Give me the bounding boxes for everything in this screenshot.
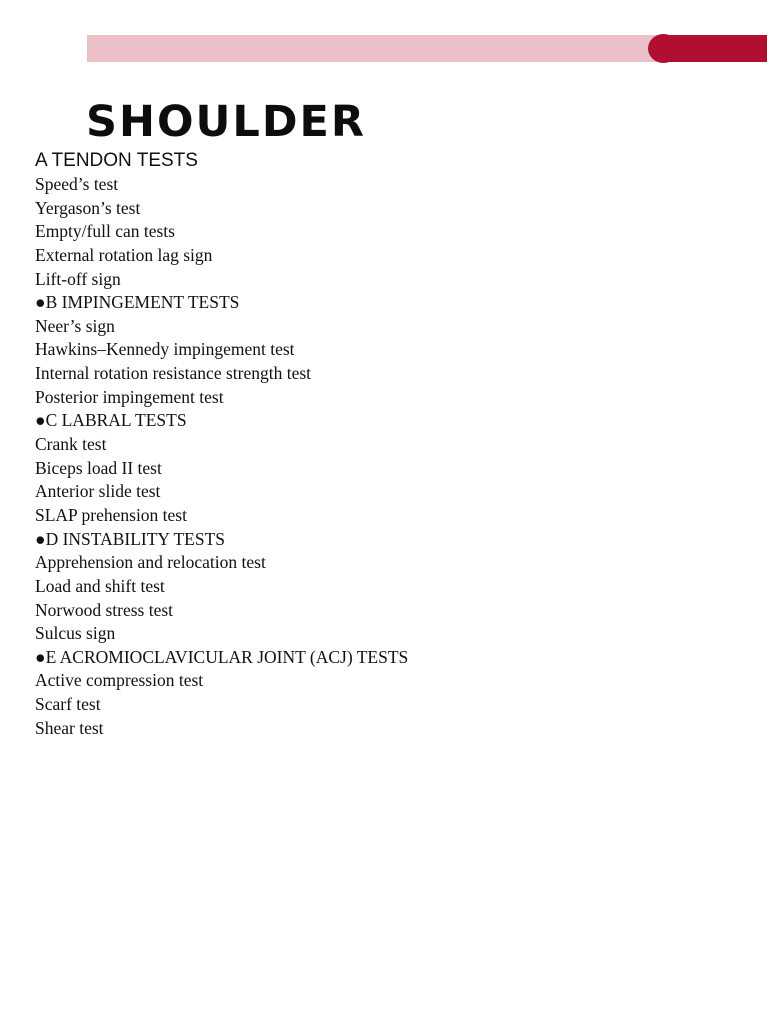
header-accent-bar [665, 35, 767, 62]
header-accent-dot [648, 34, 679, 63]
list-item: Yergason’s test [35, 197, 141, 218]
list-item: Anterior slide test [35, 481, 161, 502]
list-item: SLAP prehension test [35, 504, 187, 525]
section-heading-instability: ●D INSTABILITY TESTS [35, 528, 225, 549]
list-item: Scarf test [35, 694, 101, 715]
list-item: Hawkins–Kennedy impingement test [35, 339, 295, 360]
section-heading-labral: ●C LABRAL TESTS [35, 410, 187, 431]
list-item: Active compression test [35, 670, 204, 691]
list-item: Crank test [35, 434, 107, 455]
list-item: External rotation lag sign [35, 244, 213, 265]
test-list [35, 172, 408, 739]
section-heading-tendon: A TENDON TESTS [35, 150, 198, 171]
list-item: Internal rotation resistance strength test [35, 363, 312, 384]
list-item: Posterior impingement test [35, 386, 224, 407]
list-item: Apprehension and relocation test [35, 552, 266, 573]
list-item: Lift-off sign [35, 268, 121, 289]
list-item: Load and shift test [35, 575, 165, 596]
list-item: Speed’s test [35, 174, 119, 194]
section-heading-acj: ●E ACROMIOCLAVICULAR JOINT (ACJ) TESTS [35, 646, 409, 667]
list-item: Shear test [35, 717, 104, 738]
list-item: Biceps load II test [35, 457, 162, 478]
list-item: Norwood stress test [35, 599, 174, 620]
section-heading-impingement: ●B IMPINGEMENT TESTS [35, 292, 240, 313]
list-item: Neer’s sign [35, 315, 115, 336]
list-item: Empty/full can tests [35, 221, 175, 242]
list-item: Sulcus sign [35, 623, 116, 644]
page-title: SHOULDER [86, 97, 367, 147]
